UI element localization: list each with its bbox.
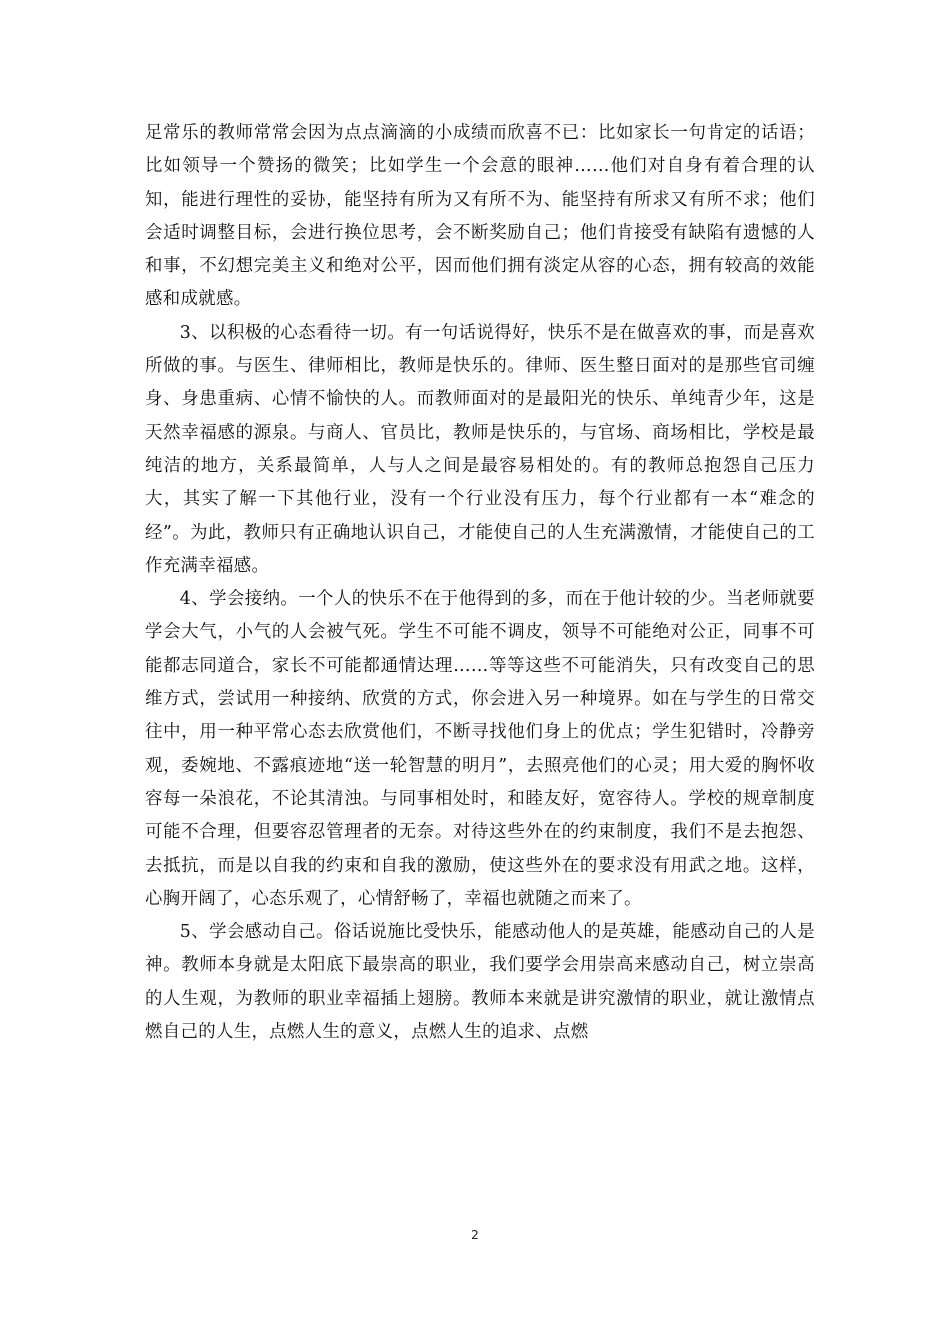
paragraph-point-5: 5、学会感动自己。俗话说施比受快乐，能感动他人的是英雄，能感动自己的人是神。教师本身就是太阳底下最崇高的职业，我们要学会用崇高来感动自己，树立崇高的人生观，为教师的职业幸福插上翅膀。教师本来就是讲究激情的职业，就让激情点燃自己的人生，点燃人生的意义，点燃人生的追求、点燃 bbox=[145, 922, 815, 1043]
page-number: 2 bbox=[471, 1228, 479, 1242]
paragraph-point-4: 4、学会接纳。一个人的快乐不在于他得到的多，而在于他计较的少。当老师就要学会大气，小气的人会被气死。学生不可能不调皮，领导不可能绝对公正，同事不可能都志同道合，家长不可能都通情达理……等等这些不可能消失，只有改变自己的思维方式，尝试用一种接纳、欣赏的方式，你会进入另一种境界。如在与学生的日常交往中，用一种平常心态去欣赏他们，不断寻找他们身上的优点；学生犯错时，冷静旁观，委婉地、不露痕迹地“送一轮智慧的明月”，去照亮他们的心灵；用大爱的胸怀收容每一朵浪花，不论其清浊。与同事相处时，和睦友好，宽容待人。学校的规章制度可能不合理，但要容忍管理者的无奈。对待这些外在的约束制度，我们不是去抱怨、去抵抗，而是以自我的约束和自我的激励，使这些外在的要求没有用武之地。这样，心胸开阔了，心态乐观了，心情舒畅了，幸福也就随之而来了。 bbox=[145, 589, 815, 909]
page-body bbox=[145, 117, 815, 1049]
paragraph-continued: 足常乐的教师常常会因为点点滴滴的小成绩而欣喜不已：比如家长一句肯定的话语；比如领导一个赞扬的微笑；比如学生一个会意的眼神……他们对自身有着合理的认知，能进行理性的妥协，能坚持有所为又有所不为、能坚持有所求又有所不求；他们会适时调整目标，会进行换位思考，会不断奖励自己；他们肯接受有缺陷有遗憾的人和事，不幻想完美主义和绝对公平，因而他们拥有淡定从容的心态，拥有较高的效能感和成就感。 bbox=[145, 123, 815, 310]
paragraph-point-3: 3、以积极的心态看待一切。有一句话说得好，快乐不是在做喜欢的事，而是喜欢所做的事。与医生、律师相比，教师是快乐的。律师、医生整日面对的是那些官司缠身、身患重病、心情不愉快的人。而教师面对的是最阳光的快乐、单纯青少年，这是天然幸福感的源泉。与商人、官员比，教师是快乐的，与官场、商场相比，学校是最纯洁的地方，关系最简单，人与人之间是最容易相处的。有的教师总抱怨自己压力大，其实了解一下其他行业，没有一个行业没有压力，每个行业都有一本“难念的经”。为此，教师只有正确地认识自己，才能使自己的人生充满激情，才能使自己的工作充满幸福感。 bbox=[145, 322, 815, 576]
